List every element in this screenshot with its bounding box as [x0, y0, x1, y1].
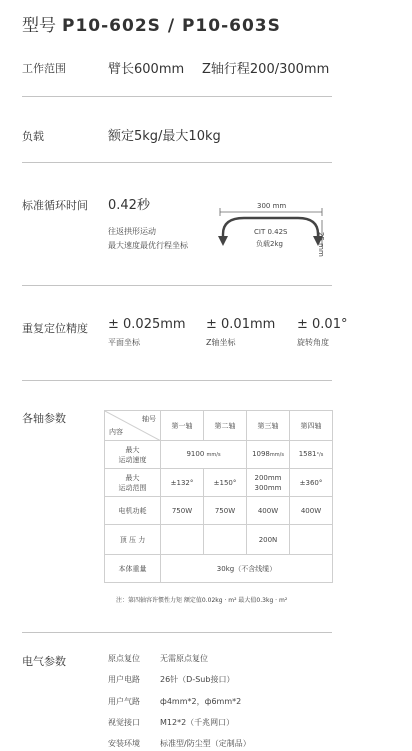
speed-label-line1: 最大: [125, 445, 140, 454]
page-title: [22, 11, 281, 36]
force-axis-2: [204, 525, 247, 555]
cycle-label: 标准循环时间: [22, 199, 88, 212]
divider: [22, 162, 332, 163]
repeat-r-caption: 旋转角度: [297, 338, 329, 347]
work-range-label: 工作范围: [22, 62, 66, 75]
power-axis-3: 400W: [247, 497, 290, 525]
elec-key-environment: 安装环境: [108, 739, 140, 748]
range-axis-1: ±132°: [161, 469, 204, 497]
elec-key-vision: 视觉接口: [108, 718, 140, 727]
axes-table: [104, 410, 333, 583]
weight-value: 30kg（不含线缆）: [161, 555, 333, 583]
table-row-power: [105, 497, 333, 525]
payload-label: 负载: [22, 130, 44, 143]
elec-key-reset: 原点复位: [108, 654, 140, 663]
z-stroke: Z轴行程200/300mm: [202, 62, 330, 77]
range-3-value-a: 200mm: [254, 473, 282, 482]
axes-label: 各轴参数: [22, 412, 66, 425]
cycle-value: 0.42秒: [108, 198, 150, 213]
corner-top-label: 轴号: [142, 415, 156, 423]
table-row-force: [105, 525, 333, 555]
range-axis-3: [247, 469, 290, 497]
title-prefix: 型号: [22, 16, 56, 36]
elec-value-air: ф4mm*2，ф6mm*2: [160, 697, 242, 706]
header-axis-3: 第三轴: [247, 411, 290, 441]
repeatability-label: 重复定位精度: [22, 322, 88, 335]
arm-length: 臂长600mm: [108, 62, 185, 77]
header-axis-1: 第一轴: [161, 411, 204, 441]
arrow-head-left: [218, 236, 228, 246]
payload-value: 额定5kg/最大10kg: [108, 129, 221, 144]
speed-axis-12: [161, 441, 247, 469]
cycle-note-1: 往返拱形运动: [108, 227, 156, 236]
power-axis-1: 750W: [161, 497, 204, 525]
range-3-value-b: 300mm: [254, 483, 282, 492]
table-corner-cell: [105, 411, 161, 441]
electrical-label: 电气参数: [22, 655, 66, 668]
repeat-xy-caption: 平面坐标: [108, 338, 140, 347]
repeat-z-value: ± 0.01mm: [206, 317, 276, 332]
elec-value-circuit: 26针（D-Sub接口）: [160, 675, 235, 684]
model-name: P10-602S / P10-603S: [62, 16, 281, 36]
axes-note: 注：第四轴容许惯性力矩 额定值0.02kg · m² 最大值0.3kg · m²: [116, 597, 288, 604]
diagram-height-label: 25 mm: [317, 232, 325, 257]
range-label-line1: 最大: [125, 473, 140, 482]
speed-4-value: 1581: [298, 450, 317, 458]
divider: [22, 632, 332, 633]
table-row-range: [105, 469, 333, 497]
divider: [22, 285, 332, 286]
header-axis-4: 第四轴: [290, 411, 333, 441]
table-header-row: [105, 411, 333, 441]
row-label-weight: 本体重量: [105, 555, 161, 583]
elec-value-vision: M12*2（千兆网口）: [160, 718, 235, 727]
row-label-speed: [105, 441, 161, 469]
elec-key-air: 用户气路: [108, 697, 140, 706]
speed-axis-3: [247, 441, 290, 469]
header-axis-2: 第二轴: [204, 411, 247, 441]
table-row-speed: [105, 441, 333, 469]
speed-3-value: 1098: [252, 450, 270, 458]
speed-12-unit: mm/s: [206, 452, 221, 458]
force-axis-1: [161, 525, 204, 555]
diagram-width-label: 300 mm: [257, 202, 287, 210]
range-axis-2: ±150°: [204, 469, 247, 497]
cycle-note-2: 最大速度最优行程坐标: [108, 241, 188, 250]
force-axis-3: 200N: [247, 525, 290, 555]
speed-label-line2: 运动速度: [118, 455, 147, 464]
speed-3-unit: mm/s: [269, 452, 284, 458]
range-axis-4: ±360°: [290, 469, 333, 497]
table-row-weight: [105, 555, 333, 583]
range-label-line2: 运动范围: [118, 483, 147, 492]
divider: [22, 96, 332, 97]
repeat-r-value: ± 0.01°: [297, 317, 348, 332]
force-axis-4: [290, 525, 333, 555]
speed-12-value: 9100: [186, 450, 205, 458]
row-label-force: 顶 压 力: [105, 525, 161, 555]
corner-bottom-label: 内容: [109, 428, 123, 436]
divider: [22, 380, 332, 381]
speed-axis-4: [290, 441, 333, 469]
elec-value-reset: 无需原点复位: [160, 654, 208, 663]
repeat-z-caption: Z轴坐标: [206, 338, 236, 347]
repeat-xy-value: ± 0.025mm: [108, 317, 186, 332]
row-label-power: 电机功耗: [105, 497, 161, 525]
power-axis-4: 400W: [290, 497, 333, 525]
diagram-load: 负载2kg: [256, 240, 283, 248]
elec-key-circuit: 用户电路: [108, 675, 140, 684]
row-label-range: [105, 469, 161, 497]
diagram-cit: CIT 0.42S: [254, 228, 288, 236]
speed-4-unit: °/s: [316, 452, 324, 458]
elec-value-environment: 标准型/防尘型（定制品）: [160, 739, 251, 748]
power-axis-2: 750W: [204, 497, 247, 525]
